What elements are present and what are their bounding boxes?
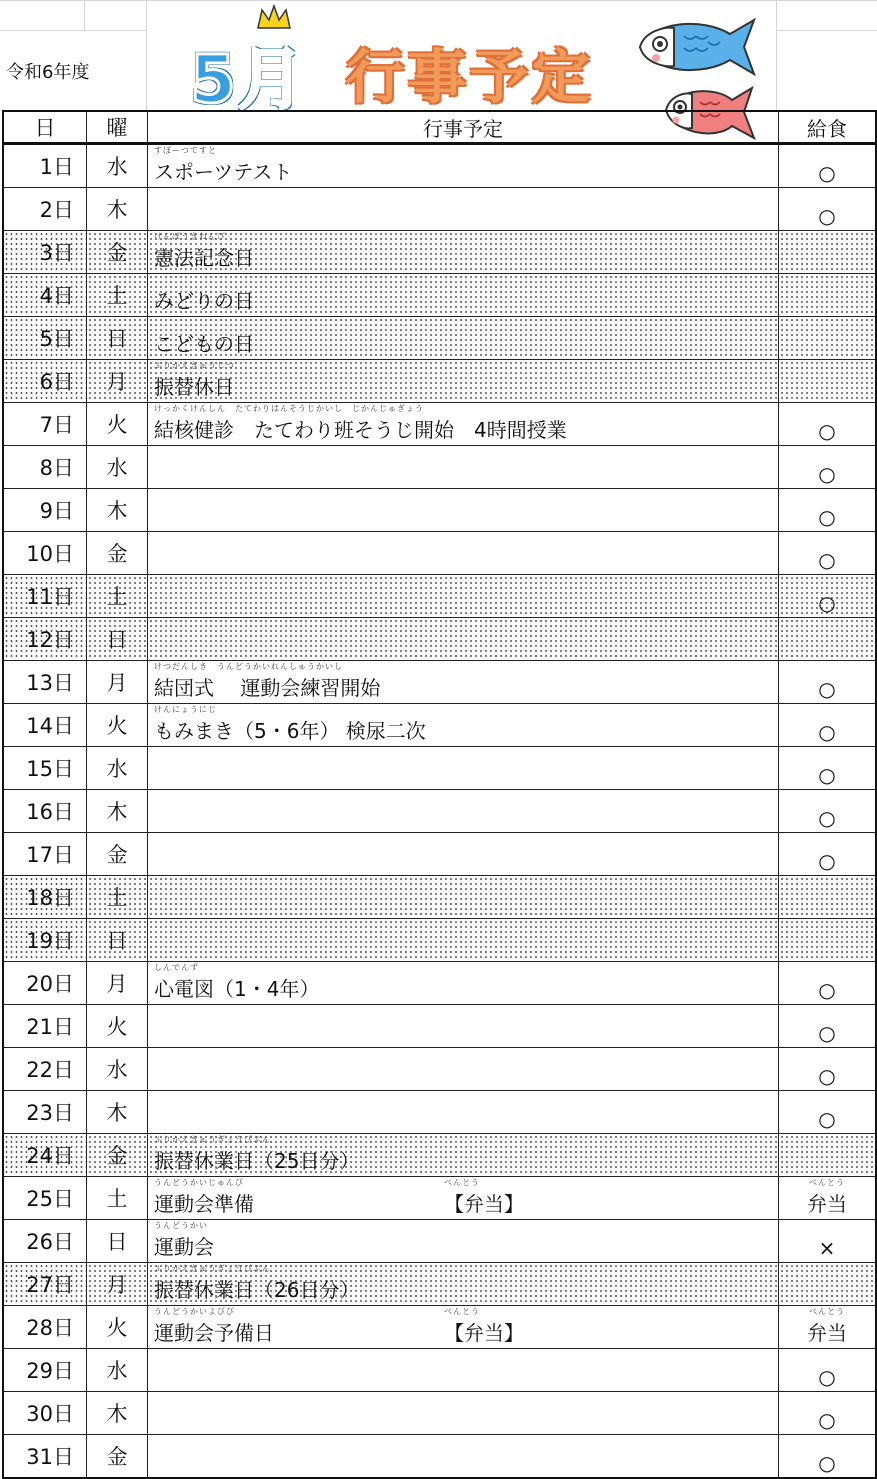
lunch-cell bbox=[779, 1392, 877, 1435]
weekday-cell: 木 bbox=[87, 1392, 148, 1435]
table-row bbox=[3, 1263, 876, 1306]
event-ruby: すぽーつてすと bbox=[154, 146, 217, 155]
weekday-cell: 火 bbox=[87, 1005, 148, 1048]
weekday-cell: 火 bbox=[87, 403, 148, 446]
event-ruby: うんどうかい bbox=[154, 1221, 208, 1230]
event-text-2: 【弁当】 bbox=[444, 1321, 524, 1345]
table-row bbox=[3, 360, 876, 403]
lunch-mark: ○ bbox=[818, 677, 836, 701]
weekday-cell: 水 bbox=[87, 1349, 148, 1392]
table-row bbox=[3, 446, 876, 489]
lunch-cell bbox=[779, 188, 877, 231]
table-row bbox=[3, 1091, 876, 1134]
table-row bbox=[3, 144, 876, 188]
event-cell bbox=[148, 704, 779, 747]
event-cell bbox=[148, 188, 779, 231]
table-row bbox=[3, 833, 876, 876]
event-text: 憲法記念日 bbox=[154, 246, 254, 270]
weekday-cell: 水 bbox=[87, 446, 148, 489]
event-text: 振替休業日（25日分） bbox=[154, 1149, 360, 1173]
table-row bbox=[3, 661, 876, 704]
day-cell: 2日 bbox=[3, 188, 87, 231]
lunch-cell bbox=[779, 1177, 877, 1220]
event-text: 結団式 運動会練習開始 bbox=[154, 676, 381, 700]
lunch-mark: ○ bbox=[818, 763, 836, 787]
weekday-cell: 土 bbox=[87, 575, 148, 618]
lunch-ruby: べんとう bbox=[809, 1178, 845, 1187]
day-cell: 23日 bbox=[3, 1091, 87, 1134]
event-text: みどりの日 bbox=[154, 289, 254, 313]
month-title: 5月 bbox=[190, 41, 306, 118]
lunch-cell bbox=[779, 876, 877, 919]
table-row bbox=[3, 790, 876, 833]
table-row bbox=[3, 1177, 876, 1220]
lunch-cell bbox=[779, 317, 877, 360]
table-row bbox=[3, 1005, 876, 1048]
table-row bbox=[3, 317, 876, 360]
event-ruby-2: べんとう bbox=[444, 1178, 480, 1187]
event-text-2: 【弁当】 bbox=[444, 1192, 524, 1216]
weekday-cell: 火 bbox=[87, 704, 148, 747]
lunch-mark: ○ bbox=[818, 161, 836, 185]
lunch-mark: ○ bbox=[818, 462, 836, 486]
lunch-cell bbox=[779, 144, 877, 188]
day-cell: 29日 bbox=[3, 1349, 87, 1392]
table-row bbox=[3, 274, 876, 317]
weekday-cell: 金 bbox=[87, 231, 148, 274]
day-cell: 20日 bbox=[3, 962, 87, 1005]
weekday-cell: 金 bbox=[87, 833, 148, 876]
lunch-cell bbox=[779, 661, 877, 704]
weekday-cell: 木 bbox=[87, 790, 148, 833]
lunch-cell bbox=[779, 231, 877, 274]
event-cell bbox=[148, 618, 779, 661]
lunch-cell bbox=[779, 704, 877, 747]
day-cell: 22日 bbox=[3, 1048, 87, 1091]
day-cell: 15日 bbox=[3, 747, 87, 790]
lunch-mark: ○ bbox=[818, 849, 836, 873]
table-row bbox=[3, 1134, 876, 1177]
event-cell bbox=[148, 575, 779, 618]
table-row bbox=[3, 188, 876, 231]
day-cell: 7日 bbox=[3, 403, 87, 446]
lunch-mark: ○ bbox=[818, 505, 836, 529]
lunch-mark: ○ bbox=[818, 419, 836, 443]
weekday-cell: 日 bbox=[87, 618, 148, 661]
event-ruby: うんどうかいよびび bbox=[154, 1307, 235, 1316]
column-header-day: 日 bbox=[3, 111, 87, 144]
event-text: 振替休業日（26日分） bbox=[154, 1278, 360, 1302]
weekday-cell: 日 bbox=[87, 1220, 148, 1263]
day-cell: 19日 bbox=[3, 919, 87, 962]
event-cell bbox=[148, 1005, 779, 1048]
day-cell: 28日 bbox=[3, 1306, 87, 1349]
table-row bbox=[3, 747, 876, 790]
day-cell: 17日 bbox=[3, 833, 87, 876]
table-row bbox=[3, 704, 876, 747]
lunch-mark: ○ bbox=[818, 204, 836, 228]
lunch-cell bbox=[779, 1306, 877, 1349]
day-cell: 24日 bbox=[3, 1134, 87, 1177]
event-ruby: けっかくけんしん たてわりはんそうじかいし じかんじゅぎょう bbox=[154, 404, 424, 413]
event-text: こどもの日 bbox=[154, 332, 254, 356]
day-cell: 30日 bbox=[3, 1392, 87, 1435]
page-title: 行事予定 bbox=[346, 43, 595, 111]
lunch-cell bbox=[779, 833, 877, 876]
event-cell bbox=[148, 1048, 779, 1091]
table-row bbox=[3, 489, 876, 532]
event-cell bbox=[148, 962, 779, 1005]
event-cell bbox=[148, 790, 779, 833]
day-cell: 9日 bbox=[3, 489, 87, 532]
weekday-cell: 日 bbox=[87, 919, 148, 962]
lunch-cell bbox=[779, 446, 877, 489]
event-cell bbox=[148, 446, 779, 489]
lunch-mark: ○ bbox=[818, 1365, 836, 1389]
table-row bbox=[3, 1349, 876, 1392]
day-cell: 27日 bbox=[3, 1263, 87, 1306]
event-cell bbox=[148, 833, 779, 876]
lunch-mark: 弁当 bbox=[807, 1192, 847, 1216]
weekday-cell: 土 bbox=[87, 274, 148, 317]
column-header-weekday: 曜 bbox=[87, 111, 148, 144]
event-text: 振替休日 bbox=[154, 375, 234, 399]
day-cell: 13日 bbox=[3, 661, 87, 704]
lunch-cell bbox=[779, 1263, 877, 1306]
lunch-mark: ○ bbox=[818, 1021, 836, 1045]
day-cell: 11日 bbox=[3, 575, 87, 618]
event-text: 運動会予備日 bbox=[154, 1321, 274, 1345]
lunch-cell bbox=[779, 274, 877, 317]
event-ruby bbox=[154, 275, 778, 285]
event-cell bbox=[148, 661, 779, 704]
day-cell: 4日 bbox=[3, 274, 87, 317]
lunch-cell bbox=[779, 403, 877, 446]
day-cell: 14日 bbox=[3, 704, 87, 747]
day-cell: 6日 bbox=[3, 360, 87, 403]
table-row bbox=[3, 1435, 876, 1479]
table-header-row bbox=[3, 111, 876, 144]
event-ruby: うんどうかいじゅんび bbox=[154, 1178, 244, 1187]
weekday-cell: 水 bbox=[87, 1048, 148, 1091]
table-row bbox=[3, 231, 876, 274]
lunch-cell bbox=[779, 360, 877, 403]
day-cell: 8日 bbox=[3, 446, 87, 489]
column-header-lunch: 給食 bbox=[779, 111, 877, 144]
lunch-mark: ○ bbox=[818, 978, 836, 1002]
weekday-cell: 土 bbox=[87, 1177, 148, 1220]
weekday-cell: 土 bbox=[87, 876, 148, 919]
weekday-cell: 金 bbox=[87, 1435, 148, 1479]
weekday-cell: 木 bbox=[87, 188, 148, 231]
event-cell bbox=[148, 1435, 779, 1479]
weekday-cell: 木 bbox=[87, 489, 148, 532]
lunch-cell bbox=[779, 1435, 877, 1479]
lunch-cell bbox=[779, 575, 877, 618]
table-row bbox=[3, 618, 876, 661]
event-ruby bbox=[154, 318, 778, 328]
table-row bbox=[3, 1048, 876, 1091]
lunch-cell bbox=[779, 532, 877, 575]
event-cell bbox=[148, 231, 779, 274]
lunch-cell bbox=[779, 1091, 877, 1134]
event-cell bbox=[148, 1349, 779, 1392]
weekday-cell: 火 bbox=[87, 1306, 148, 1349]
table-row bbox=[3, 1220, 876, 1263]
day-cell: 31日 bbox=[3, 1435, 87, 1479]
event-text: 運動会準備 bbox=[154, 1192, 254, 1216]
table-row bbox=[3, 575, 876, 618]
event-text: スポーツテスト bbox=[154, 160, 293, 184]
event-cell bbox=[148, 1134, 779, 1177]
event-cell bbox=[148, 747, 779, 790]
weekday-cell: 金 bbox=[87, 532, 148, 575]
event-ruby: ふりかえきゅうぎょうびぶん bbox=[154, 1264, 271, 1273]
day-cell: 3日 bbox=[3, 231, 87, 274]
table-row bbox=[3, 876, 876, 919]
weekday-cell: 月 bbox=[87, 360, 148, 403]
lunch-cell bbox=[779, 1349, 877, 1392]
event-cell bbox=[148, 1220, 779, 1263]
event-ruby-2: べんとう bbox=[444, 1307, 480, 1316]
lunch-cell bbox=[779, 1048, 877, 1091]
lunch-mark: ○ bbox=[818, 1408, 836, 1432]
day-cell: 10日 bbox=[3, 532, 87, 575]
day-cell: 1日 bbox=[3, 144, 87, 188]
weekday-cell: 水 bbox=[87, 747, 148, 790]
lunch-mark: ○ bbox=[818, 720, 836, 744]
lunch-mark: ○ bbox=[818, 548, 836, 572]
table-row bbox=[3, 532, 876, 575]
event-cell bbox=[148, 1392, 779, 1435]
lunch-mark: 弁当 bbox=[807, 1321, 847, 1345]
lunch-mark: × bbox=[818, 1236, 836, 1260]
event-text: 心電図（1・4年） bbox=[154, 977, 320, 1001]
event-ruby: けんぽうきねんび bbox=[154, 232, 226, 241]
event-ruby: けんにょうにじ bbox=[154, 705, 217, 714]
event-text: 結核健診 たてわり班そうじ開始 4時間授業 bbox=[154, 418, 567, 442]
event-cell bbox=[148, 403, 779, 446]
day-cell: 26日 bbox=[3, 1220, 87, 1263]
weekday-cell: 金 bbox=[87, 1134, 148, 1177]
lunch-mark: ○ bbox=[818, 1064, 836, 1088]
table-row bbox=[3, 919, 876, 962]
day-cell: 16日 bbox=[3, 790, 87, 833]
day-cell: 18日 bbox=[3, 876, 87, 919]
event-cell bbox=[148, 532, 779, 575]
event-cell bbox=[148, 1263, 779, 1306]
era-label: 令和6年度 bbox=[6, 62, 90, 83]
event-cell bbox=[148, 489, 779, 532]
lunch-cell bbox=[779, 790, 877, 833]
lunch-cell bbox=[779, 1220, 877, 1263]
table-row bbox=[3, 403, 876, 446]
event-text: もみまき（5・6年） 検尿二次 bbox=[154, 719, 426, 743]
weekday-cell: 日 bbox=[87, 317, 148, 360]
event-cell bbox=[148, 144, 779, 188]
event-text: 運動会 bbox=[154, 1235, 214, 1259]
lunch-cell bbox=[779, 1134, 877, 1177]
event-ruby: しんでんず bbox=[154, 963, 199, 972]
lunch-ruby: べんとう bbox=[809, 1307, 845, 1316]
weekday-cell: 月 bbox=[87, 962, 148, 1005]
lunch-cell bbox=[779, 489, 877, 532]
column-header-events: 行事予定 bbox=[148, 111, 779, 144]
lunch-mark: ○ bbox=[818, 1451, 836, 1475]
table-row bbox=[3, 1306, 876, 1349]
event-cell bbox=[148, 876, 779, 919]
table-row bbox=[3, 962, 876, 1005]
day-cell: 12日 bbox=[3, 618, 87, 661]
weekday-cell: 月 bbox=[87, 1263, 148, 1306]
lunch-cell bbox=[779, 618, 877, 661]
table-row bbox=[3, 1392, 876, 1435]
lunch-mark: ○ bbox=[818, 806, 836, 830]
weekday-cell: 水 bbox=[87, 144, 148, 188]
lunch-cell bbox=[779, 747, 877, 790]
event-cell bbox=[148, 919, 779, 962]
day-cell: 5日 bbox=[3, 317, 87, 360]
event-cell bbox=[148, 317, 779, 360]
event-ruby: ふりかえきゅうぎょうびぶん bbox=[154, 1135, 271, 1144]
day-cell: 25日 bbox=[3, 1177, 87, 1220]
event-schedule-table bbox=[2, 110, 877, 1479]
event-cell bbox=[148, 360, 779, 403]
event-cell bbox=[148, 1177, 779, 1220]
lunch-mark: ○ bbox=[818, 1107, 836, 1131]
lunch-cell bbox=[779, 919, 877, 962]
event-cell bbox=[148, 1091, 779, 1134]
blue-koinobori-icon bbox=[634, 12, 758, 82]
weekday-cell: 木 bbox=[87, 1091, 148, 1134]
event-ruby: ふりかえきゅうじつ bbox=[154, 361, 235, 370]
lunch-cell bbox=[779, 1005, 877, 1048]
weekday-cell: 月 bbox=[87, 661, 148, 704]
day-cell: 21日 bbox=[3, 1005, 87, 1048]
event-cell bbox=[148, 274, 779, 317]
event-ruby: けつだんしき うんどうかいれんしゅうかいし bbox=[154, 662, 343, 671]
lunch-cell bbox=[779, 962, 877, 1005]
event-cell bbox=[148, 1306, 779, 1349]
lunch-mark: ○ bbox=[818, 591, 836, 615]
